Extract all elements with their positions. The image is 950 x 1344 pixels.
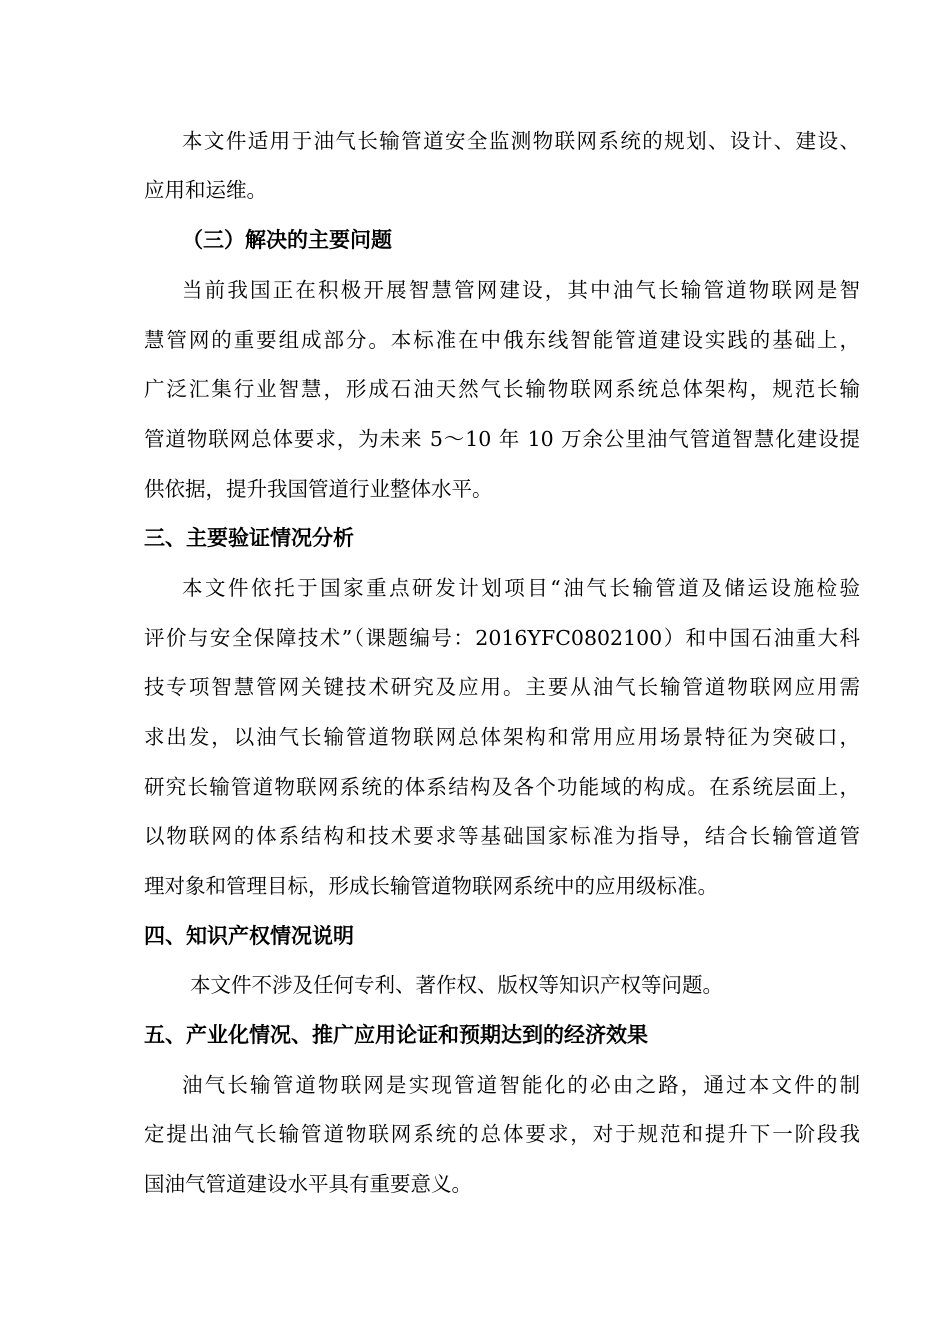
paragraph-problems-line-4: 管道物联网总体要求，为未来 5～10 年 10 万余公里油气管道智慧化建设提 <box>144 427 860 451</box>
paragraph-verification-line-2: 评价与安全保障技术”（课题编号：2016YFC0802100）和中国石油重大科 <box>144 626 860 650</box>
paragraph-problems-line-3: 广泛汇集行业智慧，形成石油天然气长输物联网系统总体架构，规范长输 <box>144 377 860 401</box>
paragraph-scope-line-1: 本文件适用于油气长输管道安全监测物联网系统的规划、设计、建设、 <box>182 129 860 153</box>
section-heading-industrialization: 五、产业化情况、推广应用论证和预期达到的经济效果 <box>144 1023 648 1047</box>
paragraph-industrialization-line-2: 定提出油气长输管道物联网系统的总体要求，对于规范和提升下一阶段我 <box>144 1122 860 1146</box>
section-heading-verification: 三、主要验证情况分析 <box>144 526 354 550</box>
section-heading-ip: 四、知识产权情况说明 <box>144 924 354 948</box>
paragraph-verification-line-1: 本文件依托于国家重点研发计划项目“油气长输管道及储运设施检验 <box>182 576 860 600</box>
paragraph-verification-line-3: 技专项智慧管网关键技术研究及应用。主要从油气长输管道物联网应用需 <box>144 675 860 699</box>
paragraph-industrialization-line-3: 国油气管道建设水平具有重要意义。 <box>144 1172 472 1196</box>
paragraph-ip-line-1: 本文件不涉及任何专利、著作权、版权等知识产权等问题。 <box>190 973 723 997</box>
paragraph-problems-line-2: 慧管网的重要组成部分。本标准在中俄东线智能管道建设实践的基础上， <box>144 328 860 352</box>
paragraph-verification-line-6: 以物联网的体系结构和技术要求等基础国家标准为指导，结合长输管道管 <box>144 824 860 848</box>
paragraph-verification-line-5: 研究长输管道物联网系统的体系结构及各个功能域的构成。在系统层面上， <box>144 775 860 799</box>
paragraph-scope-line-2: 应用和运维。 <box>144 178 267 202</box>
subsection-heading-main-problems: （三）解决的主要问题 <box>182 228 392 252</box>
paragraph-problems-line-1: 当前我国正在积极开展智慧管网建设，其中油气长输管道物联网是智 <box>182 278 860 302</box>
paragraph-verification-line-4: 求出发，以油气长输管道物联网总体架构和常用应用场景特征为突破口， <box>144 725 860 749</box>
paragraph-verification-line-7: 理对象和管理目标，形成长输管道物联网系统中的应用级标准。 <box>144 874 718 898</box>
paragraph-industrialization-line-1: 油气长输管道物联网是实现管道智能化的必由之路，通过本文件的制 <box>182 1073 860 1097</box>
paragraph-problems-line-5: 供依据，提升我国管道行业整体水平。 <box>144 477 493 501</box>
